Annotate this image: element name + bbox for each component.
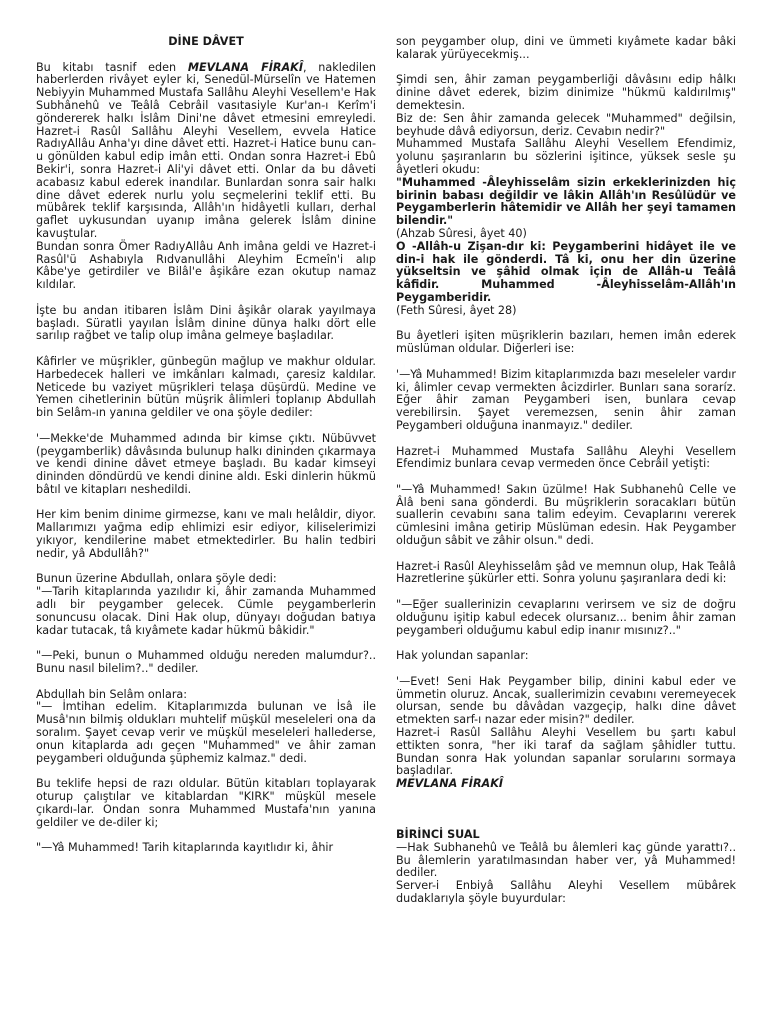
paragraph: "—Yâ Muhammed! Sakın üzülme! Hak Subhanehû Celle ve Âlâ beni sana gönderdi. Bu müşriklerin soracakları bütün suallerin cevabını sana talim edeyim. Cevaplarını vererek cümlesini imâna getirip Müslüman edesin. Hak Peygamber olduğun sâbit ve zâhir olsun." dedi. — [396, 482, 736, 548]
paragraph: Şimdi sen, âhir zaman peygamberliği dâvâsını edip hâlkı dinine dâvet ederek, bizim dinimize "hükmü kaldırılmış" demektesin. — [396, 73, 736, 112]
paragraph: "—Eğer suallerinizin cevaplarını verirsem ve siz de doğru olduğunu işitip kabul edecek olursanız... benim âhir zaman peygamberi olduğumu kabul edip inanır mısınız?.." — [396, 598, 736, 637]
paragraph: "—Tarih kitaplarında yazılıdır ki, âhir zamanda Muhammed adlı bir peygamber gelecek. Cümle peygamberlerin sonuncusu olacak. Dini Hak olup, dünyayı doğudan batıya kadar tutacak, tâ kıyâmete kadar hükmü bâkidir." — [36, 585, 376, 637]
paragraph: Hazret-i Rasûl Aleyhisselâm şâd ve memnun olup, Hak Teâlâ Hazretlerine şükürler etti. Sonra yolunu şaşıranlara dedi ki: — [396, 559, 736, 586]
paragraph: Abdullah bin Selâm onlara: — [36, 687, 188, 701]
paragraph: "—Yâ Muhammed! Tarih kitaplarında kayıtlıdır ki, âhir — [36, 841, 334, 855]
paragraph: Hazret-i Rasûl Sallâhu Aleyhi Vesellem bu şartı kabul ettikten sonra, "her iki taraf da sağlam şâhidler tuttu. Bundan sonra Hak yolundan sapanlar sorularını sormaya başladılar. — [396, 726, 736, 778]
paragraph: Her kim benim dinime girmezse, kanı ve malı helâldir, diyor. Mallarımızı yağma edip ehlimizi esir ediyor, kiliselerimizi yıkıyor, kendilerine mabet etmektedirler. Bu halin tedbiri nedir, yâ Abdullâh?" — [36, 508, 376, 560]
paragraph: "—Peki, bunun o Muhammed olduğu nereden malumdur?.. Bunu nasıl bilelim?.." dediler. — [36, 649, 376, 676]
verse-reference: (Ahzab Sûresi, âyet 40) — [396, 226, 527, 240]
verse-quote: "Muhammed -Âleyhisselâm sizin erkeklerinizden hiç birinin babası değildir ve lâkin Allâh'ın Resûlüdür ve Peygamberlerin hâtemidir ve Allâh her şeyi tamamen bilendir." — [396, 175, 736, 228]
verse-quote: O -Allâh-u Zişan-dır ki: Peygamberini hidâyet ile ve din-i hak ile gönderdi. Tâ ki, onu her din üzerine yükseltsin ve şâhid olmak için de Allâh-u Teâlâ kâfidir. Muhammed -Âleyhisselâm-Allâh'ın Peygamberidir. — [396, 239, 736, 304]
paragraph: —Hak Subhanehû ve Teâlâ bu âlemleri kaç günde yarattı?.. Bu âlemlerin yaratılmasından haber ver, yâ Muhammed! dediler. — [396, 840, 736, 880]
paragraph: '—Yâ Muhammed! Bizim kitaplarımızda bazı meseleler vardır ki, âlimler cevap vermekten âcizdirler. Bunları sana soraríz. Eğer âhir zaman Peygamberi isen, bunlara cevap verebilirsin. Şayet veremezsen, senin âhir zaman Peygamberi olduğuna inanmayız." dediler. — [396, 367, 736, 432]
paragraph: Muhammed Mustafa Sallâhu Aleyhi Vesellem Efendimiz, yolunu şaşıranların bu sözlerini işitince, yüksek sesle şu âyetleri okudu: — [396, 137, 736, 176]
paragraph-text: Bu kitabı tasnif eden — [36, 60, 188, 74]
page-title: DİNE DÂVET — [168, 35, 244, 48]
paragraph: Biz de: Sen âhir zamanda gelecek "Muhammed" değilsin, beyhude dâvâ ediyorsun, deriz. Cevabın nedir?" — [396, 111, 736, 138]
paragraph: Bu teklife hepsi de razı oldular. Bütün kitabları toplayarak oturup çalıştılar ve kitablardan "KIRK" müşkül mesele çıkardı-lar. Ondan sonra Muhammed Mustafa'nın yanına geldiler ve de-diler ki; — [36, 777, 376, 829]
paragraph: '—Mekke'de Muhammed adında bir kimse çıktı. Nübüvvet (peygamberlik) dâvâsında bulunup halkı dininden çıkarmaya ve kendi dinine dâvet etmeye başladı. Bu kadar kimseyi dininden döndürdü ve kendi dinine aldı. Eski dinlerin hükmü bâtıl ve kitapları neshedildi. — [36, 431, 376, 496]
paragraph: Hazret-i Muhammed Mustafa Sallâhu Aleyhi Vesellem Efendimiz bunlara cevap vermeden önce Cebrâil yetişti: — [396, 444, 736, 471]
paragraph: Bunun üzerine Abdullah, onlara şöyle dedi: — [36, 572, 277, 586]
author-signature: MEVLANA FİRAKÎ — [396, 777, 504, 791]
left-column — [36, 36, 376, 855]
paragraph — [36, 62, 376, 241]
paragraph: Kâfirler ve müşrikler, günbegün mağlup ve makhur oldular. Harbedecek halleri ve imkânları kalmadı, çaresiz kaldılar. Neticede bu vaziyet müşrikleri telaşa düşürdü. Medine ve Yemen cihetlerinin bütün müşrik âlimleri toplanıp Abdullah bin Selâm-ın yanına geldiler ve ona şöyle dediler: — [36, 354, 376, 420]
paragraph: Bundan sonra Ömer RadıyAllâu Anh imâna geldi ve Hazret-i Rasûl'ü Ashabıyla Rıdvanullâhi Aleyhim Ecmeîn'i alıp Kâbe'ye getirdiler ve Bilâl'e âşikâre ezan okutup namaz kıldılar. — [36, 239, 376, 292]
paragraph-text: , nakledilen haberlerden rivâyet eyler ki, Senedül-Mürselîn ve Hatemen Nebiyyin Muhammed Mustafa Sallâhu Aleyhi Vesellem'e Hak Subhânehû ve Teâlâ Cebrâil vasıtasiyle Kur'an-ı Kerîm'i göndererek halkı İslâm Dini'ne dâvet etmesini emreyledi. Hazret-i Rasûl Sallâhu Aleyhi Vesellem, evvela Hatice RadıyAllâu Anha'yı dine dâvet etti. Hazret-i Hatice bunu can-u gönülden kabul edip imân etti. Ondan sonra Hazret-i Ebû Bekir'i, sonra Hazret-i Ali'yi dâvet etti. Onlar da bu dâveti acabasız kabul ederek inandılar. Bunlardan sonra sair halkı dine dâvet ederek nurlu yolu seçmelerini teklif etti. Bu mübârek teklif karşısında, Allâh'ın hidâyetli kulları, derhal gaflet uykusundan uyanıp imâna gelerek İslâm dinine kavuştular. — [36, 60, 376, 240]
author-name: MEVLANA FİRAKÎ — [187, 60, 304, 74]
paragraph: Server-i Enbiyâ Sallâhu Aleyhi Vesellem mübârek dudaklarıyla şöyle buyurdular: — [396, 879, 736, 905]
paragraph: son peygamber olup, dini ve ümmeti kıyâmete kadar bâki kalarak yürüyecekmiş... — [396, 35, 736, 61]
paragraph: '—Evet! Seni Hak Peygamber bilip, dinini kabul eder ve ümmetin oluruz. Ancak, suallerimizin cevabını veremeyecek olursan, sende bu dâvâdan vazgeçip, halkı dine dâvet etmekten sarf-ı nazar eder misin?" dediler. — [396, 674, 736, 727]
paragraph: "— İmtihan edelim. Kitaplarımızda bulunan ve İsâ ile Musâ'nın bilmiş oldukları muhtelif müşkül meseleleri ona da soralım. Şayet cevap verir ve müşkül meseleleri hallederse, onun kitaplarda adı geçen "Muhammed" ve âhir zaman peygamberi olduğunda şüphemiz kalmaz." dedi. — [36, 700, 376, 765]
section-title: BİRİNCİ SUAL — [396, 828, 480, 842]
paragraph: İşte bu andan itibaren İslâm Dini âşikâr olarak yayılmaya başladı. Süratli yayılan İslâm dinine dünya halkı dört elle sarılıp rağbet ve talip olup imâna gelmeye başladılar. — [36, 303, 376, 343]
paragraph: Bu âyetleri işiten müşriklerin bazıları, hemen imân ederek müslüman oldular. Diğerleri ise: — [396, 329, 736, 356]
right-column — [396, 36, 736, 906]
verse-reference: (Feth Sûresi, âyet 28) — [396, 303, 517, 317]
paragraph: Hak yolundan sapanlar: — [396, 649, 529, 663]
